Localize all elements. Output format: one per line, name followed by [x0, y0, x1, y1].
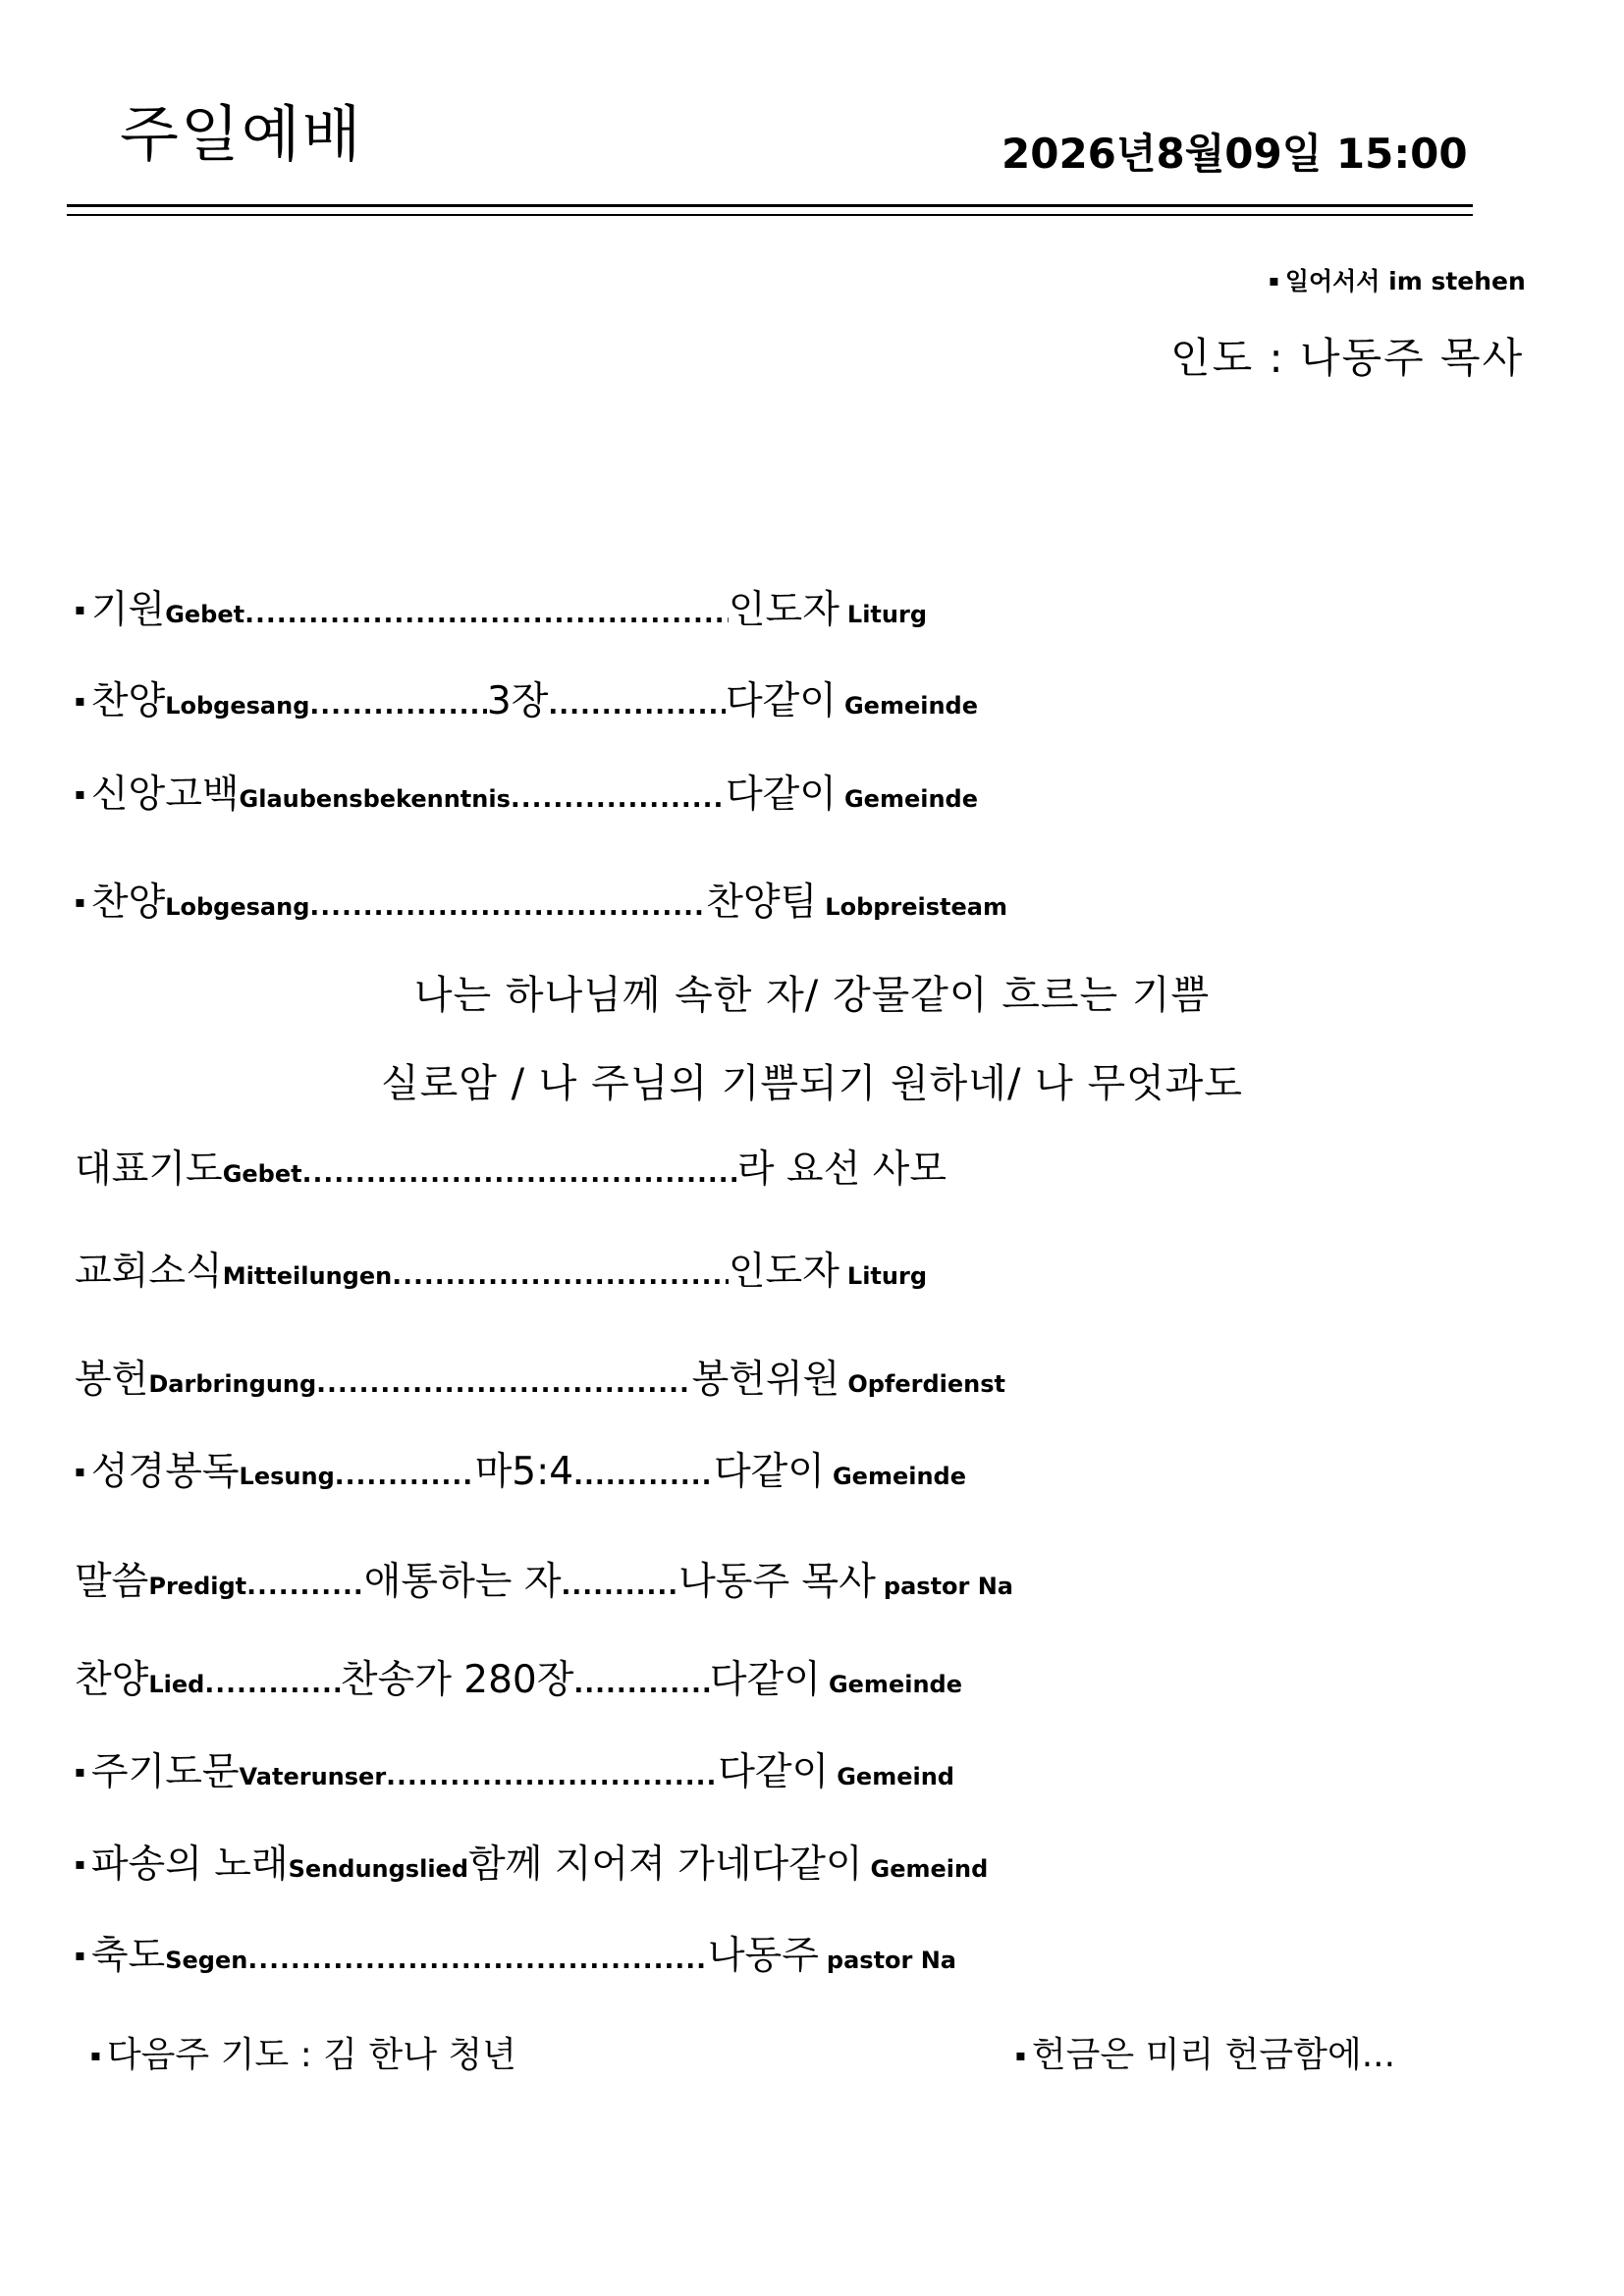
order-item: [75, 881, 1007, 925]
item-performer: [728, 588, 927, 632]
performer-name-de: Gemeinde: [843, 785, 978, 813]
offering-note-text: 헌금은 미리 헌금함에...: [1031, 2035, 1396, 2075]
order-item: [75, 1450, 966, 1494]
item-name-de: Vaterunser: [239, 1763, 387, 1790]
item-performer: [728, 1250, 927, 1294]
item-name: 교회소식: [75, 1250, 223, 1294]
dot-leader: [562, 1574, 679, 1599]
item-performer: [707, 1934, 956, 1978]
dot-leader: [316, 1371, 691, 1397]
bullet-icon: ▪: [75, 691, 85, 710]
performer-name-de: Lobpreisteam: [825, 893, 1007, 921]
order-item: [75, 1358, 1005, 1402]
bullet-icon: ▪: [75, 1462, 85, 1480]
dot-leader: [247, 1948, 708, 1973]
item-name-de: Predigt: [148, 1573, 247, 1600]
performer-name-de: Gemeinde: [828, 1671, 962, 1698]
item-name-de: Gebet: [222, 1160, 302, 1188]
performer-name: 봉헌위원: [691, 1358, 840, 1402]
dot-leader: [246, 1574, 364, 1599]
service-date-time: 2026년8월09일 15:00: [1001, 130, 1468, 178]
bullet-icon: ▪: [75, 1946, 85, 1964]
item-performer: [713, 1450, 966, 1494]
item-detail: 3장: [486, 679, 549, 723]
performer-name-de: Gemeinde: [832, 1463, 966, 1490]
dot-leader: [335, 1464, 475, 1489]
dot-leader: [573, 1464, 714, 1489]
standing-note: [1269, 269, 1526, 294]
page-title: 주일예배: [120, 98, 363, 170]
order-item: [75, 1560, 1013, 1604]
performer-name-de: Liturg: [846, 601, 927, 628]
item-name: 대표기도: [75, 1148, 223, 1192]
standing-note-text: 일어서서 im stehen: [1284, 267, 1526, 295]
performer-name: 다같이: [709, 1658, 821, 1702]
song-line-2: 실로암 / 나 주님의 기쁨되기 원하네/ 나 무엇과도: [380, 1061, 1244, 1106]
order-item: [75, 1148, 947, 1192]
item-name-de: Lobgesang: [165, 692, 310, 720]
item-name: 말씀: [75, 1560, 149, 1604]
item-name-de: Darbringung: [148, 1370, 317, 1398]
item-performer: [725, 679, 978, 723]
item-name-de: Sendungslied: [288, 1855, 468, 1883]
next-prayer-note: [90, 2035, 516, 2075]
performer-name-de: Gemeinde: [843, 692, 978, 720]
order-item: [75, 773, 978, 817]
order-item: [75, 1658, 962, 1702]
dot-leader: [309, 894, 706, 920]
performer-name: 다같이: [725, 679, 837, 723]
performer-name-de: Opferdienst: [847, 1370, 1005, 1398]
performer-name-de: Gemeind: [870, 1855, 989, 1883]
dot-leader: [548, 693, 726, 719]
service-leader: 인도 : 나동주 목사: [1170, 334, 1525, 382]
item-name: 기원: [90, 588, 166, 632]
item-name-de: Gebet: [165, 601, 245, 628]
item-performer: [736, 1148, 947, 1192]
order-item: [75, 1750, 954, 1794]
bullet-icon: ▪: [75, 600, 85, 618]
order-item: [75, 1934, 956, 1978]
item-name: 찬양: [75, 1658, 149, 1702]
bullet-icon: ▪: [75, 1762, 85, 1781]
item-performer: [751, 1842, 989, 1887]
item-name: 찬양: [90, 679, 166, 723]
dot-leader: [386, 1764, 718, 1789]
item-name-de: Lesung: [239, 1463, 335, 1490]
item-name: 찬양: [90, 881, 166, 925]
item-name-de: Glaubensbekenntnis: [239, 785, 511, 813]
item-name: 신앙고백: [90, 773, 240, 817]
performer-name: 다같이: [713, 1450, 825, 1494]
performer-name: 인도자: [728, 588, 839, 632]
header-rule-top: [67, 204, 1473, 207]
dot-leader: [309, 693, 487, 719]
performer-name: 다같이: [751, 1842, 863, 1887]
performer-name: 라 요선 사모: [736, 1148, 947, 1192]
item-detail: 마5:4: [474, 1450, 574, 1494]
dot-leader: [204, 1672, 341, 1697]
item-performer: [718, 1750, 954, 1794]
dot-leader: [244, 602, 729, 627]
bullet-icon: ▪: [75, 784, 85, 803]
dot-leader: [573, 1672, 710, 1697]
item-name: 파송의 노래: [90, 1842, 289, 1887]
item-name: 봉헌: [75, 1358, 149, 1402]
offering-note: [1015, 2035, 1396, 2075]
bullet-icon: ▪: [90, 2046, 101, 2064]
next-prayer-text: 다음주 기도 : 김 한나 청년: [106, 2035, 516, 2075]
item-detail: 애통하는 자: [363, 1560, 562, 1604]
performer-name-de: pastor Na: [883, 1573, 1013, 1600]
item-performer: [678, 1560, 1013, 1604]
performer-name: 찬양팀: [706, 881, 818, 925]
bullet-icon: ▪: [1015, 2046, 1026, 2064]
item-performer: [691, 1358, 1005, 1402]
performer-name-de: pastor Na: [826, 1947, 956, 1974]
item-detail: 찬송가 280장: [340, 1658, 574, 1702]
order-item: [75, 1842, 989, 1887]
bullet-icon: ▪: [1269, 271, 1279, 290]
order-item: [75, 679, 978, 723]
performer-name: 나동주: [707, 1934, 819, 1978]
item-name-de: Lobgesang: [165, 893, 310, 921]
item-name-de: Lied: [148, 1671, 205, 1698]
dot-leader: [302, 1161, 737, 1187]
performer-name: 다같이: [718, 1750, 830, 1794]
item-name: 주기도문: [90, 1750, 240, 1794]
performer-name: 다같이: [725, 773, 837, 817]
performer-name: 나동주 목사: [678, 1560, 876, 1604]
bullet-icon: ▪: [75, 892, 85, 911]
dot-leader: [392, 1263, 729, 1289]
order-item: [75, 1250, 927, 1294]
item-name-de: Segen: [165, 1947, 248, 1974]
item-performer: [709, 1658, 962, 1702]
performer-name: 인도자: [728, 1250, 839, 1294]
header-rule-bottom: [67, 214, 1473, 216]
item-performer: [706, 881, 1007, 925]
item-performer: [725, 773, 978, 817]
order-item: [75, 588, 927, 632]
dot-leader: [511, 786, 726, 812]
item-detail: 함께 지어져 가네: [468, 1842, 752, 1887]
performer-name-de: Liturg: [846, 1262, 927, 1290]
item-name: 축도: [90, 1934, 166, 1978]
item-name-de: Mitteilungen: [222, 1262, 393, 1290]
song-line-1: 나는 하나님께 속한 자/ 강물같이 흐르는 기쁨: [413, 973, 1211, 1018]
performer-name-de: Gemeind: [837, 1763, 954, 1790]
bullet-icon: ▪: [75, 1854, 85, 1873]
item-name: 성경봉독: [90, 1450, 240, 1494]
